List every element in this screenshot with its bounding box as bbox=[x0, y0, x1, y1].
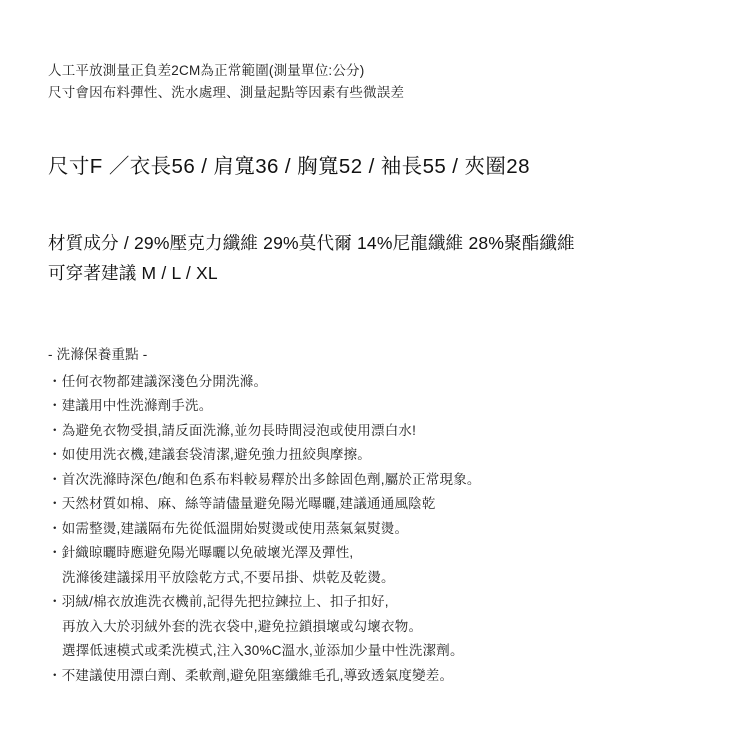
measurement-note-line-2: 尺寸會因布料彈性、洗水處理、測量起點等因素有些微誤差 bbox=[48, 85, 405, 100]
care-item: ・建議用中性洗滌劑手洗。 bbox=[48, 398, 213, 413]
care-instructions bbox=[48, 343, 710, 688]
size-recommendation: 可穿著建議 M / L / XL bbox=[48, 263, 218, 283]
measurement-note bbox=[48, 60, 710, 104]
care-item: ・不建議使用漂白劑、柔軟劑,避免阻塞纖維毛孔,導致透氣度變差。 bbox=[48, 667, 454, 683]
care-item: ・任何衣物都建議深淺色分開洗滌。 bbox=[48, 373, 268, 389]
care-title: - 洗滌保養重點 - bbox=[48, 347, 148, 362]
care-item: ・為避免衣物受損,請反面洗滌,並勿長時間浸泡或使用漂白水! bbox=[48, 422, 417, 438]
care-item: ・羽絨/棉衣放進洗衣機前,記得先把拉鍊拉上、扣子扣好, bbox=[48, 594, 389, 609]
care-item: 洗滌後建議採用平放陰乾方式,不要吊掛、烘乾及乾燙。 bbox=[62, 569, 395, 585]
material-composition: 材質成分 / 29%壓克力纖維 29%莫代爾 14%尼龍纖維 28%聚酯纖維 bbox=[48, 233, 575, 253]
care-item: 選擇低速模式或柔洗模式,注入30%C溫水,並添加少量中性洗潔劑。 bbox=[62, 643, 464, 658]
size-spec: 尺寸F ／衣長56 / 肩寬36 / 胸寬52 / 袖長55 / 夾圈28 bbox=[48, 155, 530, 178]
care-item: ・首次洗滌時深色/飽和色系布料較易釋於出多餘固色劑,屬於正常現象。 bbox=[48, 471, 481, 487]
care-item: ・如需整燙,建議隔布先從低溫開始熨燙或使用蒸氣氣熨燙。 bbox=[48, 520, 409, 536]
care-list bbox=[48, 370, 710, 689]
care-item: ・針織晾曬時應避免陽光曝曬以免破壞光澤及彈性, bbox=[48, 545, 354, 560]
measurement-note-line-1: 人工平放測量正負差2CM為正常範圍(測量單位:公分) bbox=[48, 63, 365, 78]
care-item: ・如使用洗衣機,建議套袋清潔,避免強力扭絞與摩擦。 bbox=[48, 447, 372, 462]
care-item: 再放入大於羽絨外套的洗衣袋中,避免拉鎖損壞或勾壞衣物。 bbox=[62, 618, 423, 634]
material-block bbox=[48, 228, 710, 288]
care-item: ・天然材質如棉、麻、絲等請儘量避免陽光曝曬,建議通通風陰乾 bbox=[48, 496, 436, 511]
